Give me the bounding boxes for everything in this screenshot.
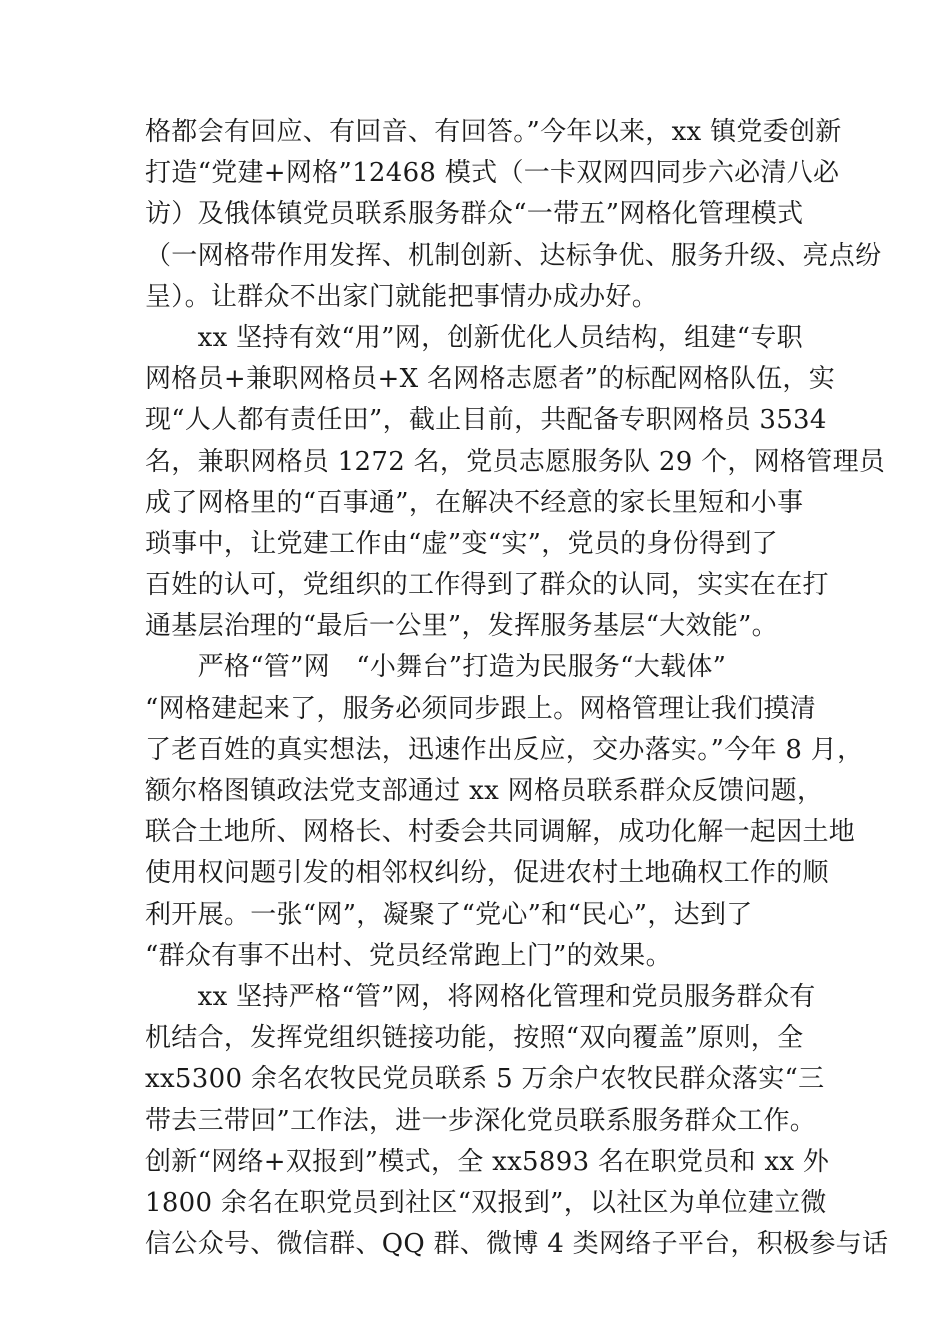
- text-line: 信公众号、微信群、QQ 群、微博 4 类网络子平台，积极参与话: [145, 1229, 889, 1260]
- text-line: 额尔格图镇政法党支部通过 xx 网格员联系群众反馈问题，: [145, 776, 824, 806]
- text-line: 百姓的认可，党组织的工作得到了群众的认同，实实在在打: [145, 570, 829, 601]
- text-line: 通基层治理的“最后一公里”，发挥服务基层“大效能”。: [145, 611, 778, 642]
- text-line: “网格建起来了，服务必须同步跟上。网格管理让我们摸清: [145, 693, 817, 724]
- text-line: （一网格带作用发挥、机制创新、达标争优、服务升级、亮点纷: [145, 240, 882, 271]
- text-line: xx5300 余名农牧民党员联系 5 万余户农牧民群众落实“三: [145, 1064, 825, 1095]
- text-line: 访）及俄体镇党员联系服务群众“一带五”网格化管理模式: [145, 199, 804, 230]
- text-line: xx 坚持有效“用”网，创新优化人员结构，组建“专职: [145, 322, 803, 353]
- text-line: 使用权问题引发的相邻权纠纷，促进农村土地确权工作的顺: [145, 858, 829, 889]
- text-line: 格都会有回应、有回音、有回答。”今年以来，xx 镇党委创新: [145, 117, 842, 147]
- text-line: 利开展。一张“网”，凝聚了“党心”和“民心”，达到了: [145, 899, 753, 930]
- text-line: 呈）。让群众不出家门就能把事情办成办好。: [145, 281, 659, 312]
- text-line: xx 坚持严格“管”网，将网格化管理和党员服务群众有: [145, 981, 816, 1012]
- text-line: 现“人人都有责任田”，截止目前，共配备专职网格员 3534: [145, 405, 827, 436]
- text-line: 名，兼职网格员 1272 名，党员志愿服务队 29 个，网格管理员: [145, 446, 886, 477]
- text-line: “群众有事不出村、党员经常跑上门”的效果。: [145, 940, 672, 971]
- text-line: 了老百姓的真实想法，迅速作出反应，交办落实。”今年 8 月，: [145, 734, 864, 765]
- text-line: 琐事中，让党建工作由“虚”变“实”，党员的身份得到了: [145, 528, 778, 559]
- text-line: 创新“网络+双报到”模式，全 xx5893 名在职党员和 xx 外: [145, 1146, 830, 1177]
- body-text: [145, 112, 889, 1265]
- text-line: 打造“党建+网格”12468 模式（一卡双网四同步六必清八必: [145, 158, 840, 189]
- text-line: 1800 余名在职党员到社区“双报到”，以社区为单位建立微: [145, 1187, 827, 1218]
- text-line: 机结合，发挥党组织链接功能，按照“双向覆盖”原则，全: [145, 1023, 804, 1054]
- text-line: 联合土地所、网格长、村委会共同调解，成功化解一起因土地: [145, 817, 856, 848]
- text-line: 网格员+兼职网格员+X 名网格志愿者”的标配网格队伍，实: [145, 364, 836, 395]
- text-line: 带去三带回”工作法，进一步深化党员联系服务群众工作。: [145, 1105, 817, 1136]
- text-line: 成了网格里的“百事通”，在解决不经意的家长里短和小事: [145, 487, 804, 518]
- text-line: 严格“管”网 “小舞台”打造为民服务“大载体”: [145, 652, 727, 683]
